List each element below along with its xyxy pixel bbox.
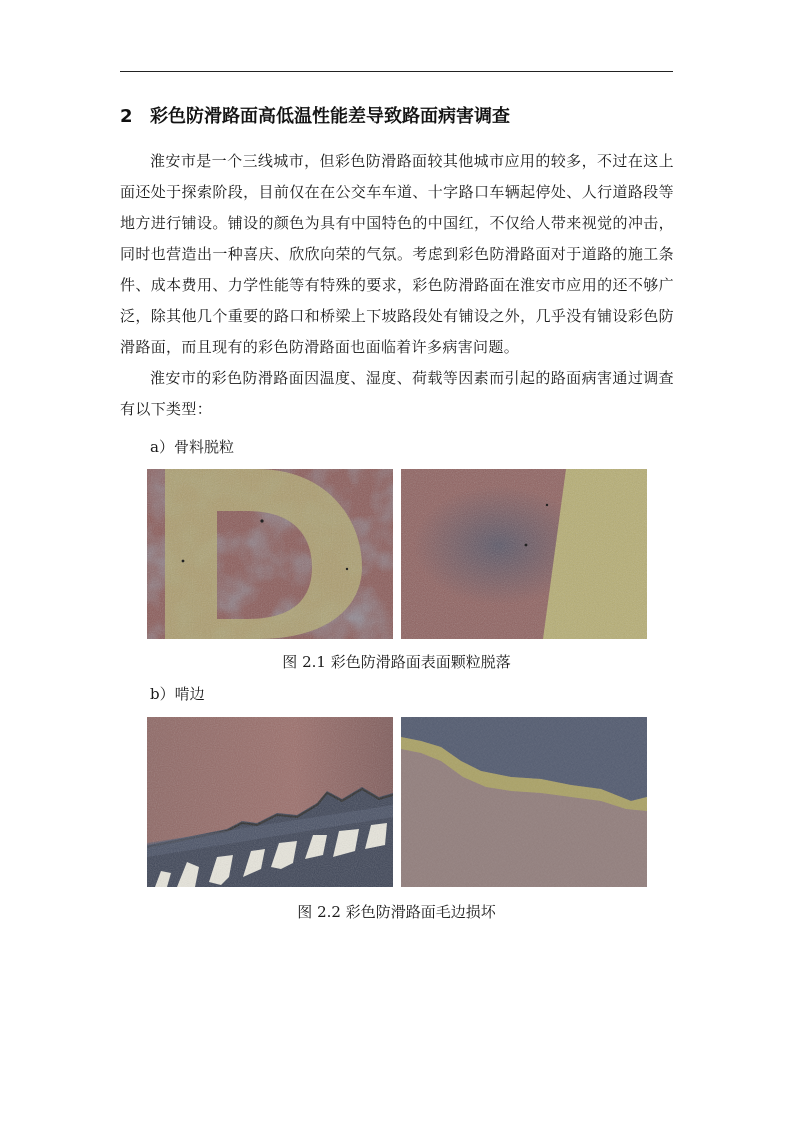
section-heading (120, 104, 680, 130)
photo-aggregate-loss-strip (401, 469, 647, 639)
subsection-label-b: b）啃边 (150, 685, 205, 703)
paragraph-intro: 淮安市是一个三线城市，但彩色防滑路面较其他城市应用的较多，不过在这上面还处于探索阶段，目前仅在在公交车车道、十字路口车辆起停处、人行道路段等地方进行铺设。铺设的颜色为具有中国特色的中国红，不仅给人带来视觉的冲击，同时也营造出一种喜庆、欣欣向荣的气氛。考虑到彩色防滑路面对于道路的施工条件、成本费用、力学性能等有特殊的要求，彩色防滑路面在淮安市应用的还不够广泛，除其他几个重要的路口和桥梁上下坡路段处有铺设之外，几乎没有铺设彩色防滑路面，而且现有的彩色防滑路面也面临着许多病害问题。 (120, 152, 674, 356)
figure-caption-2-2: 图 2.2 彩色防滑路面毛边损坏 (297, 903, 496, 921)
section-title: 彩色防滑路面高低温性能差导致路面病害调查 (150, 106, 510, 127)
section-number: 2 (120, 106, 133, 127)
header-rule (120, 71, 673, 72)
photo-edge-damage-marking (147, 717, 393, 887)
paragraph-types: 淮安市的彩色防滑路面因温度、湿度、荷载等因素而引起的路面病害通过调查有以下类型： (120, 369, 674, 418)
subsection-label-a: a）骨料脱粒 (150, 438, 234, 456)
figure-caption-2-1: 图 2.1 彩色防滑路面表面颗粒脱落 (282, 653, 511, 671)
photo-aggregate-loss-letter (147, 469, 393, 639)
photo-edge-damage-border (401, 717, 647, 887)
